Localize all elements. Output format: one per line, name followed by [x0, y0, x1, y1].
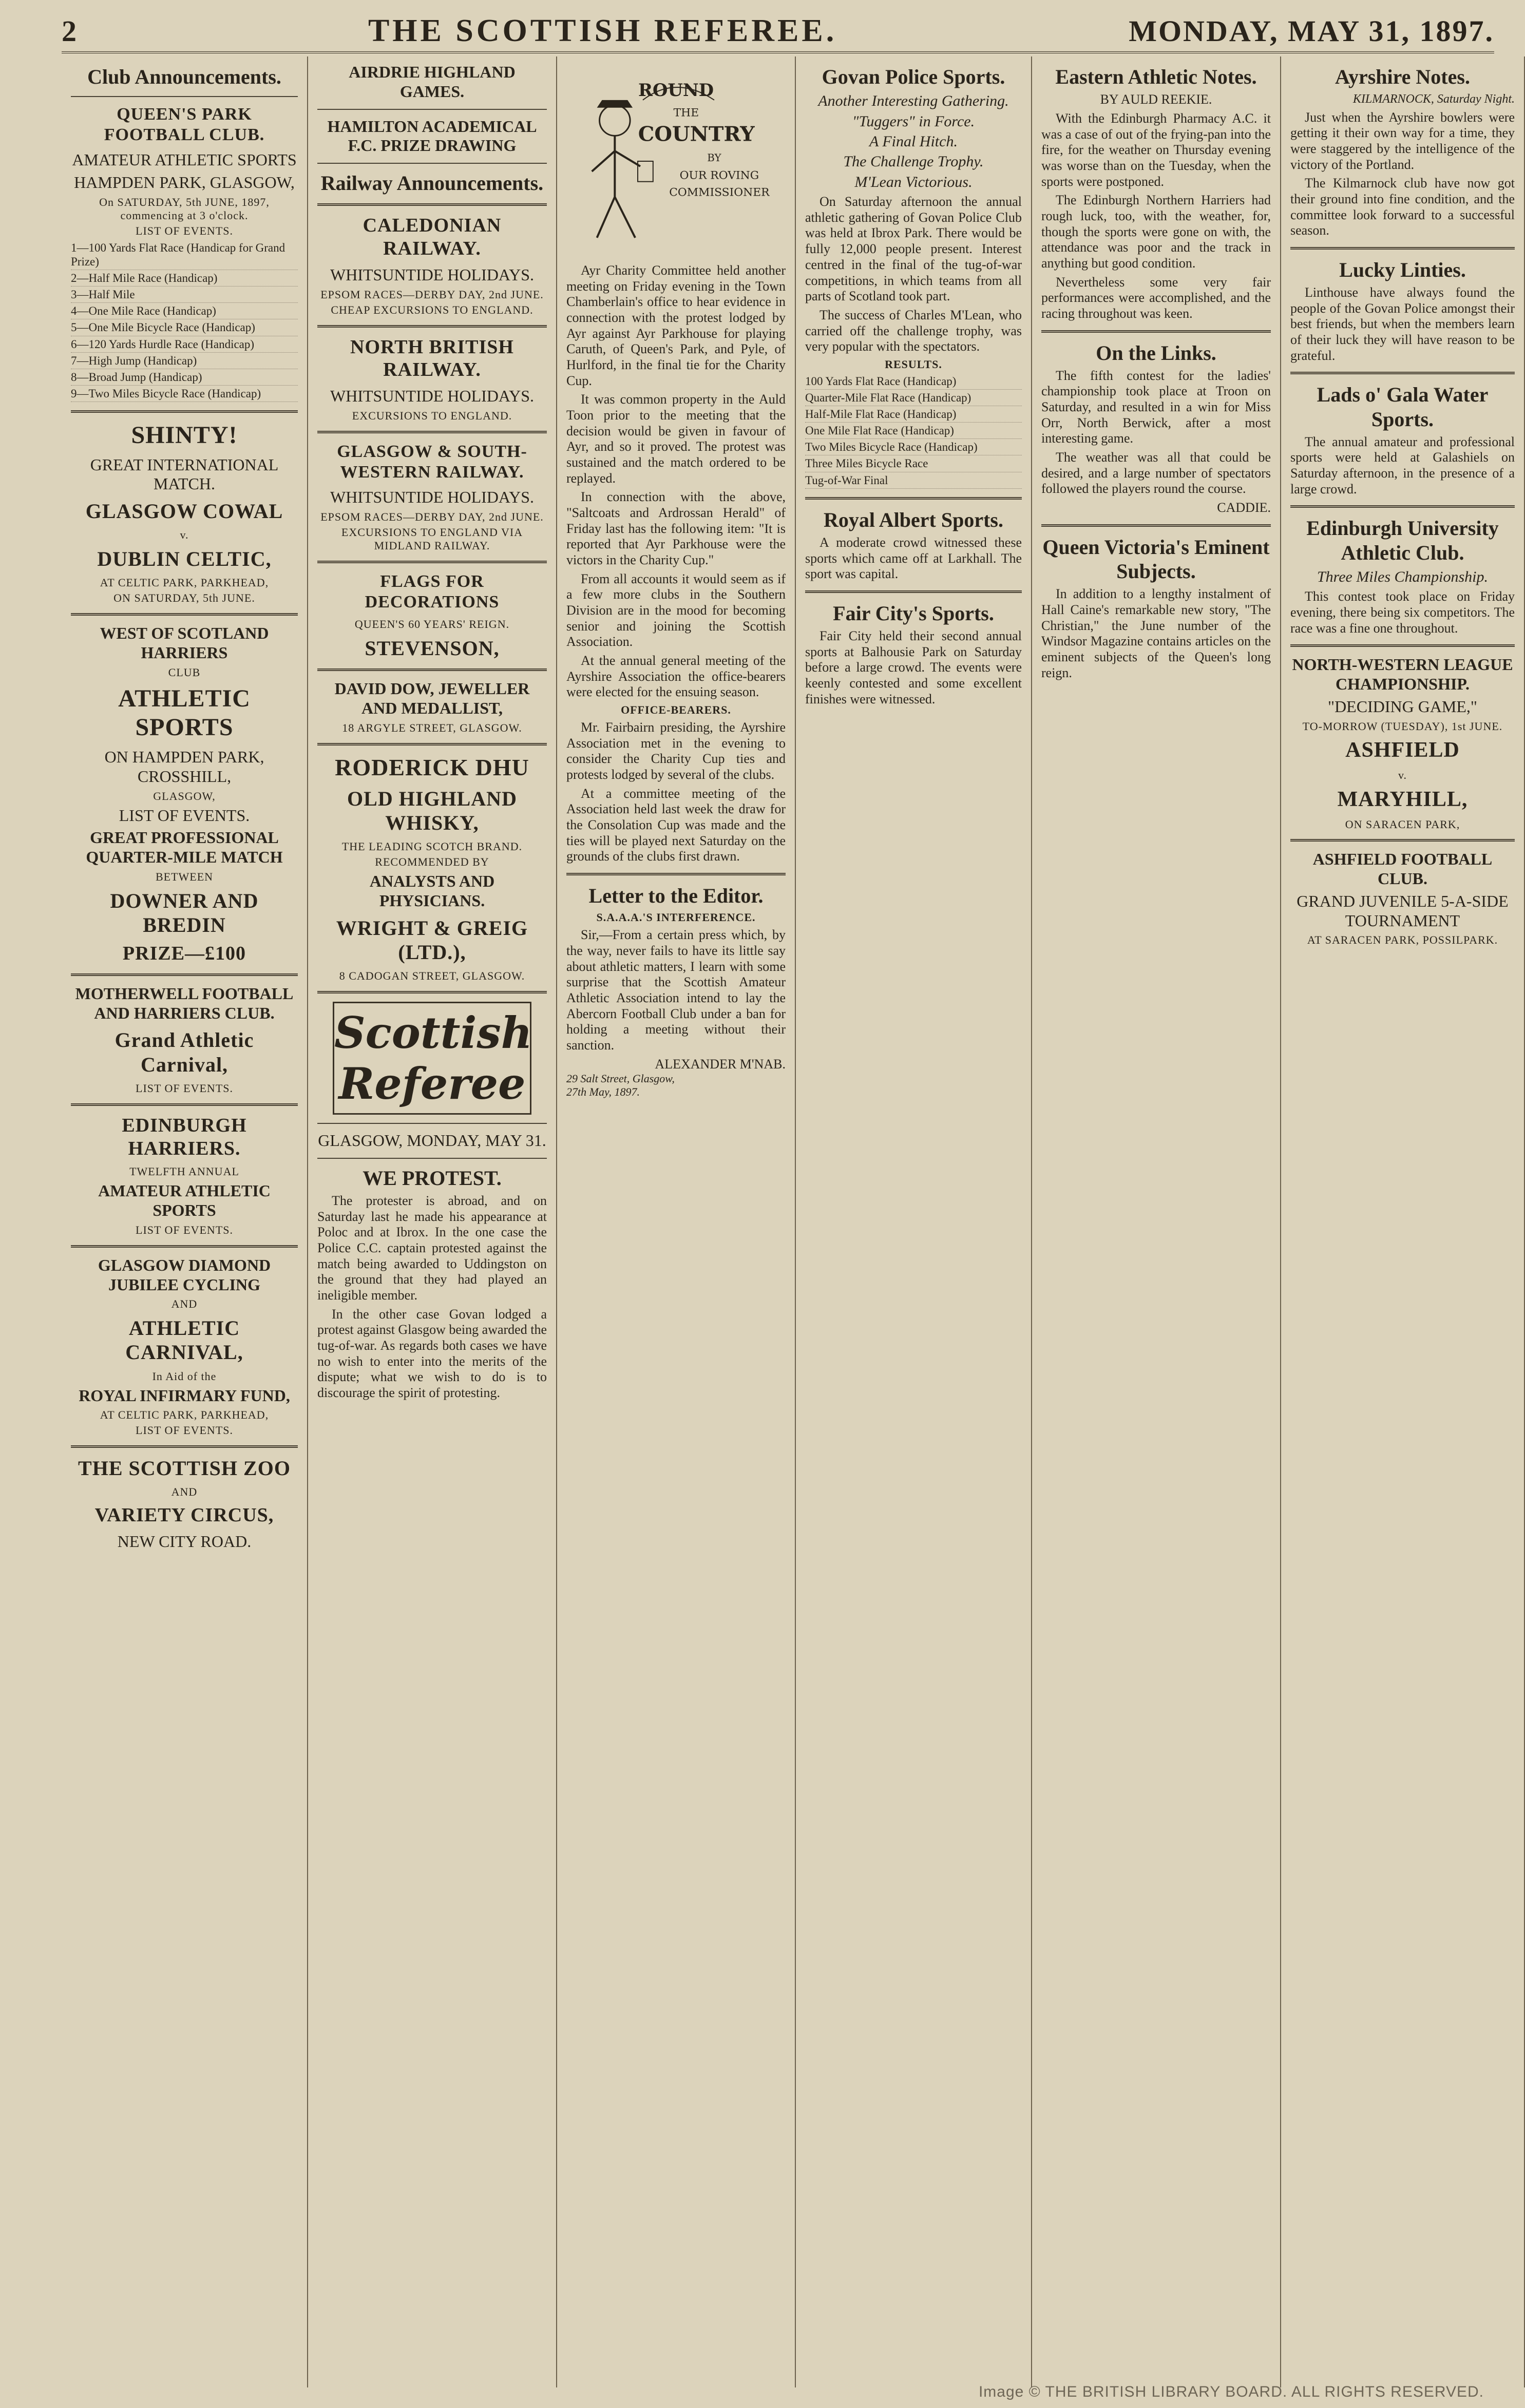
flags-title: FLAGS FOR DECORATIONS: [365, 571, 500, 611]
motherwell-events-heading: LIST OF EVENTS.: [136, 1081, 233, 1095]
queens-park-title: QUEEN'S PARK FOOTBALL CLUB.: [104, 105, 265, 145]
edinburgh-harriers-sub: TWELFTH ANNUAL: [129, 1165, 239, 1178]
gdj-events-heading: LIST OF EVENTS.: [136, 1424, 233, 1437]
article-paragraph: The weather was all that could be desired, and a large number of spectators followed the players round the course.: [1041, 450, 1271, 496]
article-paragraph: Nevertheless some very fair performances were accomplished, and the racing throughout was keen.: [1041, 274, 1271, 321]
govan-subheading: Another Interesting Gathering.: [818, 92, 1009, 110]
roderick-dhu-title: RODERICK DHU: [335, 754, 529, 780]
article-paragraph: In connection with the above, "Saltcoats and Ardrossan Herald" of Friday last has the following item: "It is reported that Ayr Parkhouse were the victors in the Charity Cup.": [566, 489, 786, 568]
article-paragraph: The annual amateur and professional sports were held at Galashiels on Saturday afternoon, in the presence of a large crowd.: [1290, 434, 1515, 496]
article-paragraph: Just when the Ayrshire bowlers were getting it their own way for a time, they were staggered by the intelligence of the victory of the Portland.: [1290, 109, 1515, 172]
north-western-team-2: MARYHILL,: [1337, 787, 1468, 811]
lucky-linties-heading: Lucky Linties.: [1339, 258, 1466, 281]
list-item: 7—High Jump (Handicap): [71, 353, 298, 369]
round-the-country-cartoon: [566, 64, 786, 259]
caledonian-cheap: CHEAP EXCURSIONS TO ENGLAND.: [331, 303, 533, 316]
queens-park-date: On SATURDAY, 5th JUNE, 1897, commencing at 3 o'clock.: [99, 195, 270, 222]
article-paragraph: Linthouse have always found the people of the Govan Police amongst their best friends, but when the members learn of their luck they will have reason to be grateful.: [1290, 285, 1515, 363]
column-6: [1281, 56, 1525, 2387]
wsh-runners: DOWNER AND BREDIN: [110, 889, 259, 937]
ashfield-title: ASHFIELD FOOTBALL CLUB.: [1312, 850, 1493, 888]
wright-greig-addr: 8 CADOGAN STREET, GLASGOW.: [339, 969, 525, 982]
ashfield-venue: AT SARACEN PARK, POSSILPARK.: [1307, 933, 1498, 947]
article-paragraph: It was common property in the Auld Toon prior to the meeting that the decision would be given in favour of Ayr, and so it proved. The protest was sustained and the match ordered to be replayed.: [566, 392, 786, 486]
list-item: Half-Mile Flat Race (Handicap): [805, 406, 1022, 423]
cartoon-word: ROUND: [638, 79, 714, 100]
govan-subheading: The Challenge Trophy.: [843, 153, 984, 170]
letter-date: 27th May, 1897.: [566, 1085, 640, 1099]
railway-announcements-heading: Railway Announcements.: [320, 171, 544, 195]
letter-signature: ALEXANDER M'NAB.: [655, 1056, 786, 1072]
north-british-exc: EXCURSIONS TO ENGLAND.: [352, 409, 512, 422]
list-item: 4—One Mile Race (Handicap): [71, 303, 298, 319]
image-credit: Image © THE BRITISH LIBRARY BOARD. ALL RIGHTS RESERVED.: [978, 2383, 1484, 2400]
shinty-venue: AT CELTIC PARK, PARKHEAD,: [100, 576, 269, 589]
queens-park-venue: HAMPDEN PARK, GLASGOW,: [74, 173, 295, 192]
article-paragraph: With the Edinburgh Pharmacy A.C. it was a case of out of the frying-pan into the fire, for the weather on Thursday evening was worse than on the Tuesday, when the sports were postponed.: [1041, 110, 1271, 189]
article-paragraph: In addition to a lengthy instalment of Hall Caine's remarkable new story, "The Christian," the June number of the Windsor Magazine contains articles on the eminent subjects of the Queen's long reign.: [1041, 586, 1271, 680]
list-item: One Mile Flat Race (Handicap): [805, 423, 1022, 439]
dateline: GLASGOW, MONDAY, MAY 31.: [318, 1131, 546, 1150]
north-western-sub: "DECIDING GAME,": [1328, 697, 1477, 716]
lads-o-gala-heading: Lads o' Gala Water Sports.: [1317, 383, 1489, 431]
editorial-paragraph: The protester is abroad, and on Saturday last he made his appearance at Poloc and at Ibrox. In the one case the Police C.C. captain protested against the match being awarded to Uddingston on the ground that they had played an ineligible member.: [317, 1193, 547, 1303]
article-paragraph: Ayr Charity Committee held another meeting on Friday evening in the Town Chamberlain's office to hear evidence in connection with the protest lodged by Ayr against Ayr Parkhouse for playing Caruth, of Queen's Park, and Pyle, of Hurlford, in the final tie for the Charity Cup.: [566, 263, 786, 388]
edinburgh-harriers-sports: AMATEUR ATHLETIC SPORTS: [98, 1181, 271, 1220]
on-the-links-heading: On the Links.: [1096, 341, 1216, 365]
motherwell-title: MOTHERWELL FOOTBALL AND HARRIERS CLUB.: [75, 984, 294, 1022]
queen-victoria-heading: Queen Victoria's Eminent Subjects.: [1042, 535, 1270, 583]
govan-police-heading: Govan Police Sports.: [822, 65, 1005, 88]
list-item: 3—Half Mile: [71, 286, 298, 303]
flags-name: STEVENSON,: [365, 636, 500, 660]
flags-sub: QUEEN'S 60 YEARS' REIGN.: [354, 617, 510, 630]
gdj-title: GLASGOW DIAMOND JUBILEE CYCLING: [98, 1255, 271, 1294]
cartoon-word: COMMISSIONER: [669, 186, 770, 199]
north-british-title: NORTH BRITISH RAILWAY.: [350, 336, 514, 381]
eu-subheading: Three Miles Championship.: [1317, 568, 1489, 585]
article-paragraph: A moderate crowd witnessed these sports which came off at Larkhall. The sport was capital.: [805, 534, 1022, 582]
list-item: 6—120 Yards Hurdle Race (Handicap): [71, 336, 298, 353]
gdj-fund: ROYAL INFIRMARY FUND,: [79, 1386, 290, 1405]
north-western-venue: ON SARACEN PARK,: [1345, 817, 1460, 831]
north-british-sub: WHITSUNTIDE HOLIDAYS.: [330, 387, 534, 406]
gsw-exc: EXCURSIONS TO ENGLAND VIA MIDLAND RAILWAY.: [341, 525, 523, 552]
article-paragraph: At the annual general meeting of the Ayrshire Association the office-bearers were elected for the ensuing season.: [566, 653, 786, 700]
govan-subheading: M'Lean Victorious.: [854, 173, 973, 190]
list-item: 100 Yards Flat Race (Handicap): [805, 373, 1022, 390]
david-dow-addr: 18 ARGYLE STREET, GLASGOW.: [342, 721, 522, 734]
royal-albert-heading: Royal Albert Sports.: [824, 508, 1003, 531]
shinty-versus: v.: [180, 528, 189, 542]
ashfield-sub: GRAND JUVENILE 5-A-SIDE TOURNAMENT: [1297, 891, 1509, 930]
motherwell-carnival: Grand Athletic Carnival,: [115, 1028, 254, 1076]
article-paragraph: The Edinburgh Northern Harriers had rough luck, too, with the weather, for, though the sports were gone on with, the attendance was poor and the track in anything but good condition.: [1041, 193, 1271, 271]
list-item: 8—Broad Jump (Handicap): [71, 369, 298, 386]
list-item: Tug-of-War Final: [805, 472, 1022, 489]
zoo-and: AND: [171, 1485, 198, 1499]
zoo-circus: VARIETY CIRCUS,: [94, 1504, 274, 1526]
column-3: [557, 56, 796, 2387]
editorial-paragraph: In the other case Govan lodged a protest against Glasgow being awarded the tug-of-war. As regards both cases we have no wish to enter into the merits of the dispute; what we wish to do is to discourage the spirit of protesting.: [317, 1306, 547, 1401]
article-paragraph: From all accounts it would seem as if a few more clubs in the Southern Division are in the mood for becoming senior and joining the Scottish Association.: [566, 571, 786, 649]
north-western-versus: v.: [1398, 769, 1407, 782]
list-item: Quarter-Mile Flat Race (Handicap): [805, 390, 1022, 406]
north-western-date: TO-MORROW (TUESDAY), 1st JUNE.: [1302, 719, 1503, 733]
column-5: [1032, 56, 1281, 2387]
letter-heading: Letter to the Editor.: [588, 884, 764, 908]
zoo-road: NEW CITY ROAD.: [117, 1532, 252, 1551]
queens-park-events-list: [71, 240, 298, 402]
wsh-sports: ATHLETIC SPORTS: [118, 684, 251, 741]
byline: BY AULD REEKIE.: [1100, 92, 1212, 107]
shinty-match: GREAT INTERNATIONAL MATCH.: [90, 455, 279, 493]
article-paragraph: At a committee meeting of the Association held last week the draw for the Consolation Cup was made and the ties will be played next Saturday on the grounds of the clubs first drawn.: [566, 786, 786, 864]
cartoon-word: THE: [673, 106, 699, 120]
gdj-carnival: ATHLETIC CARNIVAL,: [125, 1316, 243, 1364]
wsh-between: BETWEEN: [155, 870, 214, 883]
wsh-venue: ON HAMPDEN PARK, CROSSHILL,: [104, 748, 264, 786]
cartoon-word: OUR ROVING: [679, 169, 759, 182]
zoo-title: THE SCOTTISH ZOO: [78, 1457, 291, 1480]
results-list: [805, 373, 1022, 489]
page-number: 2: [62, 14, 77, 48]
shinty-heading: SHINTY!: [131, 422, 238, 449]
letter-paragraph: Sir,—From a certain press which, by the way, never fails to have its little say about athletic matters, I learn with some surprise that the Scottish Amateur Athletic Association intend to lay the Abercorn Football Club under a ban for holding a meeting without their sanction.: [566, 927, 786, 1053]
wsh-race: GREAT PROFESSIONAL QUARTER-MILE MATCH: [86, 828, 283, 867]
queens-park-events-heading: LIST OF EVENTS.: [136, 224, 233, 237]
column-4: [796, 56, 1032, 2387]
roderick-dhu-rec: RECOMMENDED BY: [375, 855, 489, 869]
column-2: [308, 56, 557, 2387]
masthead: [62, 10, 1494, 53]
edinburgh-harriers-title: EDINBURGH HARRIERS.: [122, 1114, 247, 1159]
caledonian-sub: WHITSUNTIDE HOLIDAYS.: [330, 265, 534, 284]
govan-subheading: A Final Hitch.: [869, 132, 958, 150]
issue-date: MONDAY, MAY 31, 1897.: [1129, 14, 1494, 48]
gdj-aid: In Aid of the: [152, 1369, 217, 1383]
article-paragraph: The success of Charles M'Lean, who carried off the challenge trophy, was very popular with the spectators.: [805, 307, 1022, 354]
list-item: Two Miles Bicycle Race (Handicap): [805, 439, 1022, 455]
eastern-notes-heading: Eastern Athletic Notes.: [1055, 65, 1257, 88]
cartoon-word: COUNTRY: [638, 122, 755, 146]
scottish-referee-logo: Scottish Referee: [333, 1002, 531, 1115]
article-paragraph: Mr. Fairbairn presiding, the Ayrshire Association met in the evening to consider the Charity Cup ties and protests lodged by several of the clubs.: [566, 720, 786, 782]
list-item: 5—One Mile Bicycle Race (Handicap): [71, 319, 298, 336]
wsh-prize: PRIZE—£100: [122, 943, 246, 965]
letter-address: 29 Salt Street, Glasgow,: [566, 1072, 675, 1085]
gsw-title: GLASGOW & SOUTH-WESTERN RAILWAY.: [337, 442, 527, 482]
article-paragraph: This contest took place on Friday evening, there being six competitors. The race was a fine one throughout.: [1290, 589, 1515, 636]
roderick-dhu-sub: OLD HIGHLAND WHISKY,: [347, 787, 517, 834]
queens-park-subtitle: AMATEUR ATHLETIC SPORTS: [72, 150, 297, 169]
wsh-title: WEST OF SCOTLAND HARRIERS: [100, 624, 269, 662]
hamilton-drawing-title: HAMILTON ACADEMICAL F.C. PRIZE DRAWING: [327, 117, 537, 155]
wright-greig-title: WRIGHT & GREIG (LTD.),: [336, 916, 528, 964]
letter-subheading: S.A.A.A.'S INTERFERENCE.: [596, 911, 756, 924]
north-western-title: NORTH-WESTERN LEAGUE CHAMPIONSHIP.: [1292, 655, 1513, 694]
roderick-dhu-leading: THE LEADING SCOTCH BRAND.: [341, 840, 523, 853]
article-paragraph: The Kilmarnock club have now got their ground into fine condition, and the committee look forward to a successful season.: [1290, 176, 1515, 238]
list-item: 9—Two Miles Bicycle Race (Handicap): [71, 386, 298, 402]
caledonian-epsom: EPSOM RACES—DERBY DAY, 2nd JUNE.: [320, 288, 544, 301]
shinty-date: ON SATURDAY, 5th JUNE.: [113, 591, 255, 605]
shinty-team-1: GLASGOW COWAL: [85, 500, 283, 523]
editorial-heading: WE PROTEST.: [363, 1166, 502, 1190]
edinburgh-harriers-events-heading: LIST OF EVENTS.: [136, 1223, 233, 1236]
list-item: 1—100 Yards Flat Race (Handicap for Grand Prize): [71, 240, 298, 270]
govan-subheading: "Tuggers" in Force.: [852, 112, 975, 130]
wsh-place: GLASGOW,: [153, 789, 216, 802]
wsh-events-heading: LIST OF EVENTS.: [119, 806, 250, 825]
article-paragraph: The fifth contest for the ladies' championship took place at Troon on Saturday, and resulted in a win for Miss Orr, North Berwick, after a most interesting game.: [1041, 368, 1271, 446]
roderick-dhu-analysts: ANALYSTS AND PHYSICIANS.: [369, 872, 495, 910]
ayrshire-notes-heading: Ayrshire Notes.: [1335, 65, 1470, 88]
caledonian-title: CALEDONIAN RAILWAY.: [363, 215, 502, 260]
column-1: [62, 56, 308, 2387]
gsw-epsom: EPSOM RACES—DERBY DAY, 2nd JUNE.: [320, 510, 544, 523]
newspaper-title: THE SCOTTISH REFEREE.: [368, 13, 837, 48]
list-item: 2—Half Mile Race (Handicap): [71, 270, 298, 286]
gdj-and: AND: [171, 1297, 198, 1311]
dateline: KILMARNOCK, Saturday Night.: [1352, 92, 1515, 106]
club-announcements-heading: Club Announcements.: [87, 65, 281, 88]
article-paragraph: On Saturday afternoon the annual athletic gathering of Govan Police Club was held at Ibrox Park. There would be fully 12,000 people present. Interest centred in the final of the tug-of-war competitions, in which teams from all parts of Scotland took part.: [805, 194, 1022, 304]
david-dow-title: DAVID DOW, JEWELLER AND MEDALLIST,: [334, 679, 530, 717]
fair-city-heading: Fair City's Sports.: [833, 601, 994, 625]
wsh-club: CLUB: [168, 665, 201, 679]
links-signature: CADDIE.: [1217, 500, 1271, 515]
north-western-team-1: ASHFIELD: [1345, 738, 1460, 762]
cartoon-word: BY: [707, 152, 721, 164]
gdj-venue: AT CELTIC PARK, PARKHEAD,: [100, 1408, 269, 1422]
shinty-team-2: DUBLIN CELTIC,: [97, 547, 272, 571]
airdrie-games-title: AIRDRIE HIGHLAND GAMES.: [349, 63, 516, 101]
article-paragraph: Fair City held their second annual sports at Balhousie Park on Saturday before a large crowd. The events were keenly contested and some excellent finishes were witnessed.: [805, 628, 1022, 706]
list-item: Three Miles Bicycle Race: [805, 455, 1022, 472]
gsw-sub: WHITSUNTIDE HOLIDAYS.: [330, 488, 534, 507]
edinburgh-university-heading: Edinburgh University Athletic Club.: [1306, 517, 1499, 564]
office-bearers-heading: OFFICE-BEARERS.: [621, 703, 731, 717]
results-heading: RESULTS.: [885, 357, 942, 371]
